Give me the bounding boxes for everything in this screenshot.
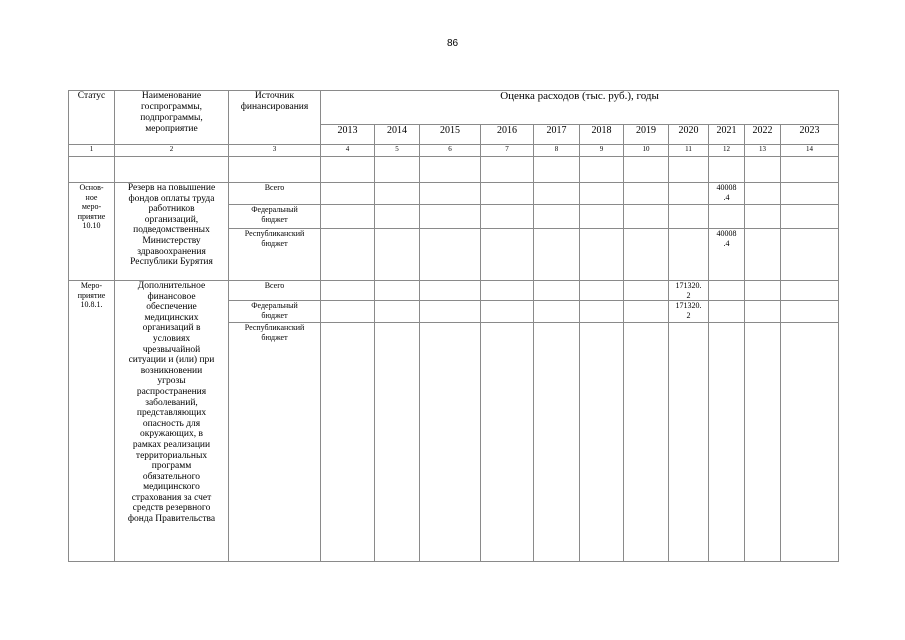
value-cell xyxy=(420,183,481,205)
header-source: Источник финансирования xyxy=(229,91,321,145)
value-cell xyxy=(534,301,580,323)
value-cell xyxy=(745,205,781,229)
header-year: 2016 xyxy=(481,125,534,145)
value-cell xyxy=(781,301,839,323)
value-cell xyxy=(624,281,669,301)
value-cell xyxy=(709,281,745,301)
header-year: 2020 xyxy=(669,125,709,145)
header-year: 2022 xyxy=(745,125,781,145)
value-cell xyxy=(669,183,709,205)
header-estimate: Оценка расходов (тыс. руб.), годы xyxy=(321,91,839,125)
header-status: Статус xyxy=(69,91,115,145)
source-cell: Всего xyxy=(229,281,321,301)
source-cell: Федеральный бюджет xyxy=(229,301,321,323)
column-number: 7 xyxy=(481,145,534,157)
value-cell xyxy=(534,183,580,205)
column-number: 1 xyxy=(69,145,115,157)
page-number: 86 xyxy=(446,38,459,49)
empty-cell xyxy=(669,157,709,183)
value-cell xyxy=(321,183,375,205)
value-cell xyxy=(481,281,534,301)
column-number: 11 xyxy=(669,145,709,157)
value-cell xyxy=(481,183,534,205)
column-number: 2 xyxy=(115,145,229,157)
value-cell xyxy=(321,301,375,323)
column-number: 14 xyxy=(781,145,839,157)
value-cell xyxy=(321,323,375,562)
column-number: 12 xyxy=(709,145,745,157)
value-cell xyxy=(375,205,420,229)
source-cell: Федеральный бюджет xyxy=(229,205,321,229)
value-cell xyxy=(745,183,781,205)
value-cell xyxy=(534,281,580,301)
name-cell: Дополнительное финансовое обеспечение медицинских организаций в условиях чрезвычайной ситуации и (или) при возникновении угрозы распространения заболеваний, представляющих опасность для окружающих, в рамках реализации территориальных программ обязательного медицинского страхования за счет средств резервного фонда Правительства xyxy=(115,281,229,562)
value-cell: 40008 .4 xyxy=(709,183,745,205)
empty-cell xyxy=(420,157,481,183)
column-number: 3 xyxy=(229,145,321,157)
header-year: 2013 xyxy=(321,125,375,145)
empty-cell xyxy=(375,157,420,183)
table-row xyxy=(69,183,839,205)
header-year: 2018 xyxy=(580,125,624,145)
value-cell xyxy=(624,301,669,323)
empty-cell xyxy=(534,157,580,183)
value-cell xyxy=(321,229,375,281)
header-year: 2015 xyxy=(420,125,481,145)
header-year: 2014 xyxy=(375,125,420,145)
column-number: 4 xyxy=(321,145,375,157)
value-cell xyxy=(745,301,781,323)
value-cell xyxy=(420,301,481,323)
name-cell: Резерв на повышение фондов оплаты труда работников организаций, подведомственных Министерству здравоохранения Республики Бурятия xyxy=(115,183,229,281)
value-cell xyxy=(375,323,420,562)
value-cell xyxy=(420,323,481,562)
value-cell xyxy=(375,301,420,323)
value-cell xyxy=(580,205,624,229)
header-year: 2021 xyxy=(709,125,745,145)
value-cell: 40008 .4 xyxy=(709,229,745,281)
empty-cell xyxy=(69,157,115,183)
value-cell xyxy=(669,205,709,229)
source-cell: Всего xyxy=(229,183,321,205)
empty-cell xyxy=(481,157,534,183)
empty-row xyxy=(69,157,839,183)
status-cell: Меро- приятие 10.8.1. xyxy=(69,281,115,562)
column-number: 6 xyxy=(420,145,481,157)
source-cell: Республиканский бюджет xyxy=(229,323,321,562)
value-cell xyxy=(420,229,481,281)
value-cell xyxy=(781,205,839,229)
empty-cell xyxy=(781,157,839,183)
value-cell xyxy=(580,301,624,323)
value-cell xyxy=(420,205,481,229)
value-cell xyxy=(781,229,839,281)
value-cell xyxy=(375,281,420,301)
header-name: Наименование госпрограммы, подпрограммы, мероприятие xyxy=(115,91,229,145)
status-cell: Основ- ное меро- приятие 10.10 xyxy=(69,183,115,281)
header-year: 2019 xyxy=(624,125,669,145)
empty-cell xyxy=(115,157,229,183)
column-number-row xyxy=(69,145,839,157)
column-number: 10 xyxy=(624,145,669,157)
value-cell xyxy=(375,183,420,205)
empty-cell xyxy=(580,157,624,183)
value-cell: 171320. 2 xyxy=(669,281,709,301)
value-cell xyxy=(481,301,534,323)
value-cell xyxy=(481,323,534,562)
value-cell xyxy=(580,229,624,281)
value-cell xyxy=(534,229,580,281)
value-cell xyxy=(709,205,745,229)
value-cell xyxy=(534,323,580,562)
value-cell xyxy=(580,183,624,205)
value-cell xyxy=(375,229,420,281)
empty-cell xyxy=(229,157,321,183)
empty-cell xyxy=(709,157,745,183)
header-year: 2023 xyxy=(781,125,839,145)
column-number: 13 xyxy=(745,145,781,157)
column-number: 8 xyxy=(534,145,580,157)
empty-cell xyxy=(321,157,375,183)
value-cell xyxy=(321,205,375,229)
column-number: 5 xyxy=(375,145,420,157)
value-cell xyxy=(709,301,745,323)
value-cell xyxy=(781,281,839,301)
value-cell xyxy=(580,323,624,562)
source-cell: Республиканский бюджет xyxy=(229,229,321,281)
value-cell xyxy=(624,205,669,229)
value-cell xyxy=(669,323,709,562)
value-cell xyxy=(669,229,709,281)
value-cell xyxy=(534,205,580,229)
value-cell xyxy=(781,183,839,205)
value-cell xyxy=(745,281,781,301)
value-cell xyxy=(624,183,669,205)
value-cell xyxy=(481,205,534,229)
budget-table xyxy=(68,90,839,562)
value-cell xyxy=(580,281,624,301)
value-cell xyxy=(624,323,669,562)
value-cell xyxy=(781,323,839,562)
column-number: 9 xyxy=(580,145,624,157)
value-cell xyxy=(745,323,781,562)
value-cell xyxy=(745,229,781,281)
value-cell xyxy=(420,281,481,301)
empty-cell xyxy=(745,157,781,183)
value-cell xyxy=(624,229,669,281)
table-row xyxy=(69,281,839,301)
value-cell xyxy=(321,281,375,301)
value-cell xyxy=(709,323,745,562)
value-cell: 171320. 2 xyxy=(669,301,709,323)
value-cell xyxy=(481,229,534,281)
empty-cell xyxy=(624,157,669,183)
header-year: 2017 xyxy=(534,125,580,145)
